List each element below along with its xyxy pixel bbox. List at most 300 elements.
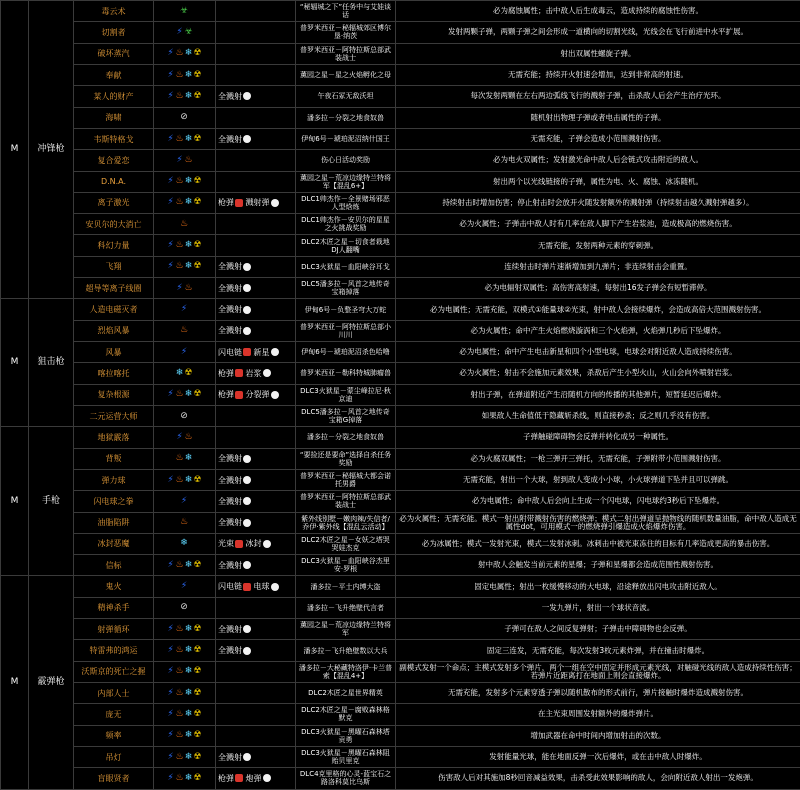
mod-label: 岩浆	[246, 369, 262, 378]
splash-icon	[263, 369, 271, 377]
weapon-row	[1, 640, 800, 661]
mod-label: 冰封	[246, 539, 262, 548]
electric-icon: ⚡	[167, 625, 176, 634]
mod-label: 全溅射	[218, 284, 242, 293]
description-cell: 随机射出物理子弹或者电击属性的子弹。	[396, 107, 800, 128]
description-cell: 固定电属性；射出一枚缓慢移动的大电球，沿途释放出闪电攻击附近敌人。	[396, 576, 800, 597]
source-cell: DLC5潘多拉－风首之地传奇宝箱掉落	[296, 278, 396, 299]
weapon-row	[1, 533, 800, 554]
source-cell: 普罗米西亚－秘辐城大都会诺托男爵	[296, 469, 396, 490]
radiation-icon: ☢	[194, 667, 203, 676]
category-cell: 手枪	[29, 427, 74, 576]
mod-label: 全溅射	[218, 646, 242, 655]
weapon-name: 精神杀手	[74, 597, 154, 618]
description-cell: 必为火属性；命中产生火焰燃烧漩涡和三个火焰弹，火焰弹几秒后下坠爆炸。	[396, 320, 800, 341]
splash-icon	[271, 348, 279, 356]
splash-icon	[271, 391, 279, 399]
frost-icon: ❄	[185, 177, 194, 186]
mod-cell	[216, 746, 296, 767]
element-cell	[154, 597, 216, 618]
element-cell	[154, 1, 216, 22]
electric-icon: ⚡	[167, 710, 176, 719]
electric-icon: ⚡	[167, 198, 176, 207]
weapon-row	[1, 214, 800, 235]
element-cell	[154, 299, 216, 320]
splash-icon	[243, 92, 251, 100]
weapon-row	[1, 555, 800, 576]
weapon-row	[1, 107, 800, 128]
radiation-icon: ☢	[194, 92, 203, 101]
fire-icon: ♨	[176, 710, 185, 719]
weapon-row	[1, 597, 800, 618]
weapon-name: 风暴	[74, 342, 154, 363]
mod-cell	[216, 43, 296, 64]
electric-icon: ⚡	[167, 646, 176, 655]
mod-cell	[216, 171, 296, 192]
element-cell	[154, 661, 216, 682]
description-cell: 子弹可在敌人之间反复弹射；子弹击中障碍物也会反弹。	[396, 619, 800, 640]
weapon-name: 弹力球	[74, 469, 154, 490]
source-cell: DLC5潘多拉－风首之地传奇宝箱G掉落	[296, 405, 396, 426]
description-cell: 无需充能，子弹会造成小范围溅射伤害。	[396, 128, 800, 149]
element-cell	[154, 320, 216, 341]
category-cell: 狙击枪	[29, 299, 74, 427]
weapon-row	[1, 43, 800, 64]
mod-label: 全溅射	[218, 476, 242, 485]
element-cell	[154, 469, 216, 490]
electric-icon: ⚡	[167, 390, 176, 399]
element-cell	[154, 235, 216, 256]
electric-icon: ⚡	[167, 92, 176, 101]
radiation-icon: ☢	[194, 241, 203, 250]
source-cell: DLC2木匠之星－女妖之塔哭哭娃杰克	[296, 533, 396, 554]
radiation-icon: ☢	[194, 476, 203, 485]
weapon-name: D.N.A.	[74, 171, 154, 192]
source-cell: DLC3火狱星－血阳峡谷耳戈	[296, 256, 396, 277]
weapon-row	[1, 746, 800, 767]
weapon-name: 海啸	[74, 107, 154, 128]
weapon-name: 破坏蒸汽	[74, 43, 154, 64]
description-cell: 发射两颗子弹，两颗子弹之间会形成一道横向的切割光线，光线会在飞行前进中水平扩展。	[396, 22, 800, 43]
fire-icon: ♨	[176, 262, 185, 271]
element-cell	[154, 448, 216, 469]
source-cell: 伤心日活动奖励	[296, 150, 396, 171]
weapon-name: 闪电球之拳	[74, 491, 154, 512]
element-cell	[154, 683, 216, 704]
element-cell	[154, 214, 216, 235]
fire-icon: ♨	[185, 433, 194, 442]
element-cell	[154, 533, 216, 554]
weapon-name: 内部人士	[74, 683, 154, 704]
mod-cell	[216, 86, 296, 107]
description-cell: 必为电属性；命中敌人后会向上生成一个闪电球，闪电球约3秒后下坠爆炸。	[396, 491, 800, 512]
weapon-name: 韦斯特格戈	[74, 128, 154, 149]
source-cell: 薰园之星－荒凉边缘特兰特将军【混乱6+】	[296, 171, 396, 192]
electric-icon: ⚡	[176, 156, 185, 165]
mod-label: 全溅射	[218, 305, 242, 314]
weapon-name: 信标	[74, 555, 154, 576]
weapon-row	[1, 22, 800, 43]
element-cell	[154, 512, 216, 533]
mod-cell	[216, 405, 296, 426]
electric-icon: ⚡	[167, 262, 176, 271]
element-cell	[154, 192, 216, 213]
source-cell: 潘多拉－分裂之地食奴兽	[296, 427, 396, 448]
none-icon: ⊘	[180, 113, 189, 122]
element-cell	[154, 22, 216, 43]
splash-icon	[263, 774, 271, 782]
mod-label: 全溅射	[218, 625, 242, 634]
source-cell: 普罗米西亚－阿特拉斯总部小川川	[296, 320, 396, 341]
description-cell: 必为火属性；无需充能。模式一射出附带溅射伤害的燃烧弹；模式二射出弹道呈抛物线的随机数量油脂，命中敌人造成无属性dot，可用模式一的燃烧弹引爆造成火焰爆炸伤害。	[396, 512, 800, 533]
description-cell: 固定三连发，无需充能，每次发射3枚元素炸弹，并在撞击时爆炸。	[396, 640, 800, 661]
weapon-name: 复合爱恋	[74, 150, 154, 171]
description-cell: 一发九弹片，射出一个球状音波。	[396, 597, 800, 618]
description-cell: 发射能量光球，能在地面反弹一次后爆炸，或在击中敌人时爆炸。	[396, 746, 800, 767]
source-cell: 潘多拉－飞升绝壁代言者	[296, 597, 396, 618]
source-cell: DLC2木匠之星－腐败森林格默克	[296, 704, 396, 725]
weapon-row	[1, 619, 800, 640]
weapon-name: 人造电磁灭者	[74, 299, 154, 320]
description-cell: 无需充能；持续开火射速会增加，达到非常高的射速。	[396, 64, 800, 85]
fire-icon: ♨	[176, 390, 185, 399]
weapon-row	[1, 171, 800, 192]
frost-icon: ❄	[185, 731, 194, 740]
fire-icon: ♨	[176, 646, 185, 655]
description-cell: 无需充能，发射两种元素的穿刺弹。	[396, 235, 800, 256]
description-cell: 无需充能，发射多个元素穿透子弹以随机散布的形式前行，弹片接触时爆炸造成溅射伤害。	[396, 683, 800, 704]
weapon-row	[1, 150, 800, 171]
splash-icon	[243, 519, 251, 527]
category-cell: 霰弹枪	[29, 576, 74, 789]
mod-label: 炮弹	[246, 774, 262, 783]
electric-icon: ⚡	[180, 497, 189, 506]
frost-icon: ❄	[185, 476, 194, 485]
description-cell: 射出子弹，在弹道附近产生沿随机方向的传播的其他弹片，短暂延迟后爆炸。	[396, 384, 800, 405]
weapon-name: 射弹循环	[74, 619, 154, 640]
burst-icon	[235, 199, 243, 207]
source-cell: DLC3火狱星－黑曜石森林阻贻贝里克	[296, 746, 396, 767]
electric-icon: ⚡	[167, 561, 176, 570]
weapon-table-body	[1, 1, 800, 790]
source-cell: 普罗米西亚－秘辐城郊区博尔垦·纳茨	[296, 22, 396, 43]
mod-label: 全溅射	[218, 518, 242, 527]
source-cell: DLC1帅杰作－安贝尔的星星之火挑战奖励	[296, 214, 396, 235]
mod-label: 枪弹	[218, 369, 234, 378]
fire-icon: ♨	[176, 241, 185, 250]
mod-cell	[216, 363, 296, 384]
element-cell	[154, 725, 216, 746]
fire-icon: ♨	[176, 71, 185, 80]
description-cell: 无需充能，射出一个大球，射到敌人变成小小球，小火球弹道下坠并且可以弹跳。	[396, 469, 800, 490]
description-cell: 必为火腐双属性；一枪三弹开三弹托，无需充能，子弹附带小范围溅射伤害。	[396, 448, 800, 469]
mod-cell	[216, 214, 296, 235]
electric-icon: ⚡	[180, 582, 189, 591]
mod-cell	[216, 533, 296, 554]
weapon-row	[1, 405, 800, 426]
weapon-row	[1, 384, 800, 405]
frost-icon: ❄	[180, 539, 189, 548]
mod-cell	[216, 619, 296, 640]
description-cell: 伤害敌人后对其施加8秒回音减益效果，击杀受此效果影响的敌人，会向附近敌人射出一发炮弹。	[396, 768, 800, 789]
frost-icon: ❄	[185, 241, 194, 250]
weapon-name: 沃斯京的死亡之握	[74, 661, 154, 682]
splash-icon	[243, 327, 251, 335]
description-cell: 射出双属性螺旋子弹。	[396, 43, 800, 64]
element-cell	[154, 619, 216, 640]
element-cell	[154, 384, 216, 405]
description-cell: 必为电火双属性；发射激光命中敌人后会链式攻击附近的敌人。	[396, 150, 800, 171]
weapon-row	[1, 363, 800, 384]
frost-icon: ❄	[185, 753, 194, 762]
electric-icon: ⚡	[167, 71, 176, 80]
description-cell: 增加武器在命中时间内增加射击的次数。	[396, 725, 800, 746]
description-cell: 子弹触碰障碍物会反弹并转化成另一种属性。	[396, 427, 800, 448]
description-cell: 副模式发射一个命点；主模式发射多个弹片，两个一组在空中固定并形成元素光线，对触碰光线的敌人造成持续性伤害；若弹片近距离打在地面上则会直接爆炸。	[396, 661, 800, 682]
radiation-icon: ☢	[194, 71, 203, 80]
electric-icon: ⚡	[167, 753, 176, 762]
mod-cell	[216, 491, 296, 512]
fire-icon: ♨	[176, 774, 185, 783]
frost-icon: ❄	[176, 369, 185, 378]
weapon-row	[1, 491, 800, 512]
toxic-icon: ☣	[185, 28, 194, 37]
frost-icon: ❄	[185, 135, 194, 144]
radiation-icon: ☢	[194, 177, 203, 186]
source-cell: DLC2木匠之星世界精英	[296, 683, 396, 704]
element-cell	[154, 555, 216, 576]
electric-icon: ⚡	[167, 241, 176, 250]
element-cell	[154, 491, 216, 512]
fire-icon: ♨	[180, 220, 189, 229]
radiation-icon: ☢	[194, 49, 203, 58]
weapon-name: 超导等离子线圈	[74, 278, 154, 299]
mod-cell	[216, 278, 296, 299]
mod-cell	[216, 597, 296, 618]
splash-icon	[243, 135, 251, 143]
element-cell	[154, 128, 216, 149]
fire-icon: ♨	[185, 156, 194, 165]
electric-icon: ⚡	[180, 305, 189, 314]
weapon-row	[1, 576, 800, 597]
radiation-icon: ☢	[194, 135, 203, 144]
weapon-name: 庞无	[74, 704, 154, 725]
weapon-row	[1, 235, 800, 256]
toxic-icon: ☣	[180, 7, 189, 16]
frost-icon: ❄	[185, 71, 194, 80]
splash-icon	[243, 625, 251, 633]
description-cell: 在主光束周围发射额外的爆炸弹片。	[396, 704, 800, 725]
fire-icon: ♨	[180, 326, 189, 335]
source-cell: “秘辐城之下”任务中与艾娃谈话	[296, 1, 396, 22]
electric-icon: ⚡	[176, 433, 185, 442]
weapon-name: 喀拉喀托	[74, 363, 154, 384]
frost-icon: ❄	[185, 49, 194, 58]
radiation-icon: ☢	[194, 774, 203, 783]
weapon-row	[1, 64, 800, 85]
weapon-name: 特雷弗的鸿运	[74, 640, 154, 661]
description-cell: 必为火属性；子弹击中敌人时有几率在敌人脚下产生岩浆池，造成极高的燃烧伤害。	[396, 214, 800, 235]
element-cell	[154, 704, 216, 725]
radiation-icon: ☢	[194, 198, 203, 207]
mod-cell	[216, 469, 296, 490]
source-cell: 伊甸6号－琥珀泥沼纳什国王	[296, 128, 396, 149]
mod-cell	[216, 427, 296, 448]
splash-icon	[263, 540, 271, 548]
element-cell	[154, 43, 216, 64]
electric-icon: ⚡	[167, 667, 176, 676]
source-cell: DLC3火狱星－黑曜石森林塔贡勇	[296, 725, 396, 746]
weapon-name: 吊灯	[74, 746, 154, 767]
weapon-row	[1, 192, 800, 213]
source-cell: 紫外线别墅－嫩肉辣/失信者/乔伊·紫外线【混乱云活动】	[296, 512, 396, 533]
description-cell: 必为火属性；射击不会施加元素效果，杀敌后产生小型火山，火山会向外喷射岩浆。	[396, 363, 800, 384]
fire-icon: ♨	[180, 518, 189, 527]
description-cell: 如果敌人生命值低于隐藏斩杀线，则直接秒杀；反之则几乎没有伤害。	[396, 405, 800, 426]
burst-icon	[243, 583, 251, 591]
mod-label: 闪电链	[218, 348, 242, 357]
splash-icon	[243, 753, 251, 761]
electric-icon: ⚡	[167, 731, 176, 740]
electric-icon: ⚡	[176, 284, 185, 293]
element-cell	[154, 64, 216, 85]
weapon-name: 奉献	[74, 64, 154, 85]
radiation-icon: ☢	[185, 369, 194, 378]
weapon-name: 复杂根源	[74, 384, 154, 405]
mod-cell	[216, 299, 296, 320]
element-cell	[154, 107, 216, 128]
element-cell	[154, 278, 216, 299]
mod-label: 新星	[254, 348, 270, 357]
frost-icon: ❄	[185, 667, 194, 676]
fire-icon: ♨	[176, 667, 185, 676]
radiation-icon: ☢	[194, 689, 203, 698]
source-cell: 潘多拉－平土内缚大盗	[296, 576, 396, 597]
mod-label: 全溅射	[218, 497, 242, 506]
fire-icon: ♨	[176, 731, 185, 740]
mod-cell	[216, 320, 296, 341]
electric-icon: ⚡	[176, 28, 185, 37]
mod-cell	[216, 683, 296, 704]
element-cell	[154, 363, 216, 384]
electric-icon: ⚡	[180, 348, 189, 357]
electric-icon: ⚡	[167, 689, 176, 698]
weapon-name: 盲眼贤者	[74, 768, 154, 789]
weapon-row	[1, 1, 800, 22]
mod-cell	[216, 555, 296, 576]
mod-cell	[216, 64, 296, 85]
frost-icon: ❄	[185, 774, 194, 783]
radiation-icon: ☢	[194, 710, 203, 719]
radiation-icon: ☢	[194, 753, 203, 762]
source-cell: 潘多拉－分裂之地食奴兽	[296, 107, 396, 128]
radiation-icon: ☢	[194, 561, 203, 570]
element-cell	[154, 150, 216, 171]
element-cell	[154, 342, 216, 363]
mod-cell	[216, 512, 296, 533]
weapon-row	[1, 683, 800, 704]
mod-cell	[216, 342, 296, 363]
rarity-cell: M	[1, 1, 29, 299]
fire-icon: ♨	[176, 49, 185, 58]
weapon-row	[1, 427, 800, 448]
splash-icon	[243, 561, 251, 569]
source-cell: “要捡还是要命”选择自杀任务奖励	[296, 448, 396, 469]
description-cell: 每次发射两颗在左右两边弧线飞行的溅射子弹，击杀敌人后会产生治疗光环。	[396, 86, 800, 107]
splash-icon	[243, 263, 251, 271]
radiation-icon: ☢	[194, 390, 203, 399]
category-cell: 冲锋枪	[29, 1, 74, 299]
electric-icon: ⚡	[167, 49, 176, 58]
source-cell: 潘多拉－大秘藏特洛伊·卡兰普索【混乱4+】	[296, 661, 396, 682]
weapon-name: 背叛	[74, 448, 154, 469]
fire-icon: ♨	[176, 625, 185, 634]
mod-cell	[216, 448, 296, 469]
mod-label: 全溅射	[218, 135, 242, 144]
element-cell	[154, 86, 216, 107]
description-cell: 必为电辐射双属性；高伤害高射速，每射出16发子弹会有短暂滞停。	[396, 278, 800, 299]
element-cell	[154, 256, 216, 277]
weapon-row	[1, 299, 800, 320]
element-cell	[154, 640, 216, 661]
burst-icon	[235, 540, 243, 548]
mod-cell	[216, 661, 296, 682]
weapon-row	[1, 278, 800, 299]
frost-icon: ❄	[185, 92, 194, 101]
burst-icon	[235, 391, 243, 399]
description-cell: 必为电属性；无需充能，双模式①能量球②光束，射中敌人会接续爆炸，会造成高倍大范围溅射伤害。	[396, 299, 800, 320]
source-cell: 午夜石冢无敌沃坦	[296, 86, 396, 107]
mod-cell	[216, 1, 296, 22]
mod-cell	[216, 22, 296, 43]
source-cell: 普罗米西亚－阿特拉斯总部武装战士	[296, 43, 396, 64]
mod-label: 全溅射	[218, 262, 242, 271]
weapon-name: 鬼火	[74, 576, 154, 597]
radiation-icon: ☢	[194, 646, 203, 655]
element-cell	[154, 427, 216, 448]
source-cell: DLC4克里格的心灵-蓝宝石之路洛科莫比乌斯	[296, 768, 396, 789]
mod-cell	[216, 576, 296, 597]
weapon-row	[1, 725, 800, 746]
mod-label: 溅射弹	[246, 198, 270, 207]
splash-icon	[271, 583, 279, 591]
weapon-name: 频率	[74, 725, 154, 746]
source-cell: 普罗米西亚－阿特拉斯总部武装战士	[296, 491, 396, 512]
burst-icon	[235, 369, 243, 377]
frost-icon: ❄	[185, 454, 194, 463]
weapon-name: 二元运营大师	[74, 405, 154, 426]
none-icon: ⊘	[180, 412, 189, 421]
weapon-name: 安贝尔的大消亡	[74, 214, 154, 235]
electric-icon: ⚡	[167, 177, 176, 186]
electric-icon: ⚡	[167, 476, 176, 485]
weapon-name: 冰封恶魔	[74, 533, 154, 554]
weapon-row	[1, 704, 800, 725]
weapon-row	[1, 768, 800, 789]
description-cell: 射出两个以光线链接的子弹，属性为电、火、腐蚀、冰冻随机。	[396, 171, 800, 192]
weapon-row	[1, 342, 800, 363]
source-cell: 薰园之星－荒凉边缘特兰特将军	[296, 619, 396, 640]
rarity-cell: M	[1, 576, 29, 789]
mod-label: 光束	[218, 539, 234, 548]
radiation-icon: ☢	[194, 625, 203, 634]
rarity-cell: M	[1, 427, 29, 576]
element-cell	[154, 405, 216, 426]
mod-label: 全溅射	[218, 92, 242, 101]
mod-label: 全溅射	[218, 326, 242, 335]
splash-icon	[243, 455, 251, 463]
source-cell: 伊甸6号－负整圣穹大万蛇	[296, 299, 396, 320]
